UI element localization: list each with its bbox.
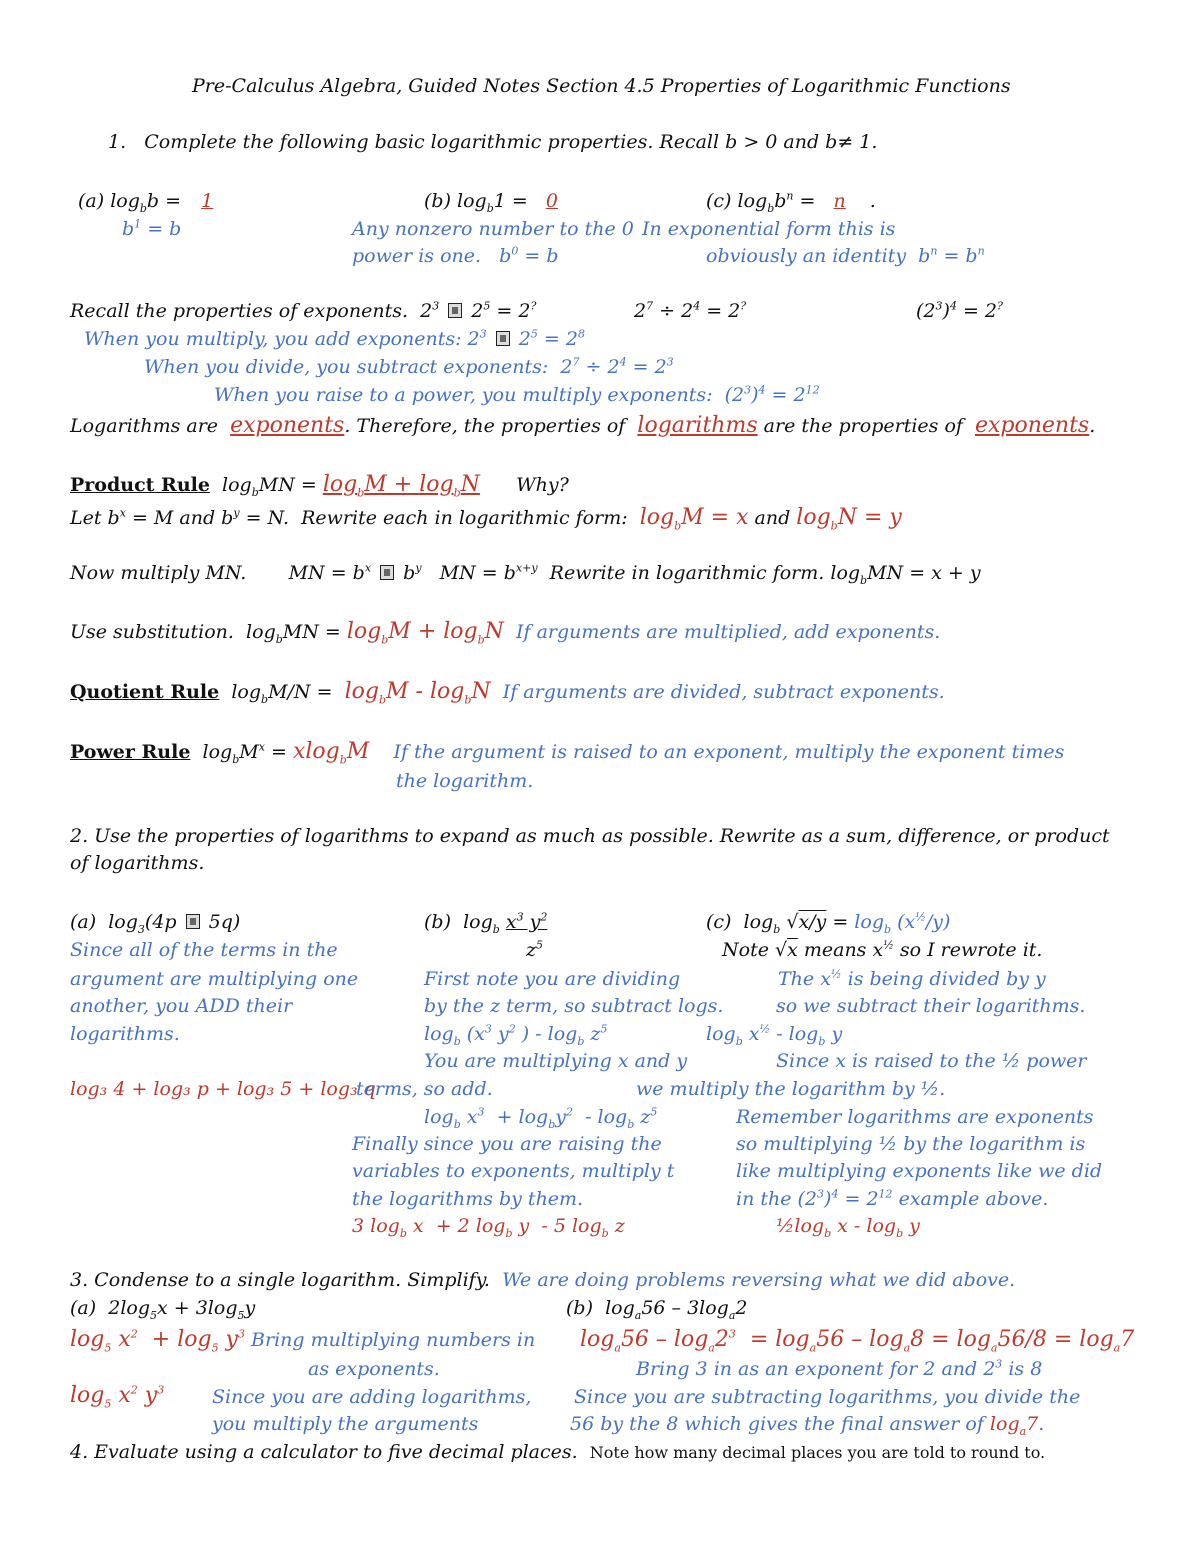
multiply-glyph-icon bbox=[186, 914, 200, 929]
q1c: (c) $\log_bb^n = n$ . bbox=[706, 189, 876, 215]
q2b-note: by the z term, so subtract logs. bbox=[424, 995, 724, 1017]
multiply-glyph-icon bbox=[448, 303, 462, 318]
power-note2: the logarithm. bbox=[396, 770, 534, 792]
q1c-note2: obviously an identity $b^n = b^n$ bbox=[706, 244, 985, 267]
q2a-answer: log₃ 4 + log₃ p + log₃ 5 + log₃ q bbox=[70, 1078, 376, 1100]
q2c-line: The $x^{\frac{1}{2}}$ is being divided by y bbox=[778, 967, 1046, 990]
exp-div-note: When you divide, you subtract exponents: $2^7 \div 2^4 = 2^3$ bbox=[144, 355, 674, 378]
q2b-note: First note you are dividing bbox=[424, 968, 681, 990]
q1b-note2: power is one. $b^0 = b$ bbox=[352, 244, 559, 267]
q3-prompt: 3. Condense to a single logarithm. Simplify. We are doing problems reversing what we did above. bbox=[70, 1269, 1016, 1291]
product-use: Use substitution. $\log_bMN = \log_bM + \log_bN$ If arguments are multiplied, add exponents. bbox=[70, 619, 941, 647]
q1b-note1: Any nonzero number to the 0 bbox=[352, 218, 634, 240]
exp-pow-note: When you raise to a power, you multiply exponents: $(2^3)^4 = 2^{12}$ bbox=[214, 383, 820, 406]
q3a-note3: Since you are adding logarithms, bbox=[212, 1386, 532, 1408]
q1a-note: $b^1 = b$ bbox=[122, 217, 182, 240]
q2c-line: like multiplying exponents like we did bbox=[736, 1160, 1103, 1182]
q3b-note2: Since you are subtracting logarithms, you divide the bbox=[574, 1386, 1081, 1408]
q4-prompt: 4. Evaluate using a calculator to five decimal places. Note how many decimal places you are told to round to. bbox=[70, 1441, 1046, 1463]
q2b-step1: $\log_b (x^3$ $y^2$ ) - $\log_b z^5$ bbox=[424, 1022, 608, 1048]
q3b: (b) $\log_a56 - 3\log_a2$ bbox=[566, 1297, 748, 1322]
q2c-line: Since x is raised to the ½ power bbox=[776, 1050, 1087, 1072]
q2c-line: Remember logarithms are exponents bbox=[736, 1106, 1094, 1128]
q2c: (c) $\log_b √x/y = \log_b (x^{\frac{1}{2}}/y)$ bbox=[706, 910, 951, 936]
q2a-note: argument are multiplying one bbox=[70, 968, 359, 990]
q2c-line: we multiply the logarithm by ½. bbox=[636, 1078, 946, 1100]
q2b: (b) $\log_b x^3$ $y^2$ bbox=[424, 910, 548, 936]
product-rule: Product Rule $\log_bMN = \log_bM + \log_bN$ Why? bbox=[70, 472, 569, 500]
q2a-note: another, you ADD their bbox=[70, 995, 293, 1017]
q3b-note3: 56 by the 8 which gives the final answer of $\log_a7$. bbox=[570, 1413, 1045, 1438]
q3a-note2: as exponents. bbox=[308, 1358, 440, 1380]
exp-div-q: $2^7 \div 2^4 = 2^?$ bbox=[634, 299, 747, 322]
q2b-denominator: $z^5$ bbox=[526, 938, 544, 961]
q1-prompt: 1. Complete the following basic logarithmic properties. Recall b > 0 and b≠ 1. bbox=[108, 131, 878, 153]
q2c-line: in the $(2^3)^4 = 2^{12}$ example above. bbox=[736, 1187, 1049, 1210]
q1a: (a) $\log_bb = 1$ bbox=[78, 190, 214, 215]
q2b-note: variables to exponents, multiply t bbox=[352, 1160, 675, 1182]
exp-recall: Recall the properties of exponents. $2^3$ $2^5 = 2^?$ bbox=[70, 299, 537, 322]
power-rule: Power Rule $\log_bM^x = xlog_bM$ If the argument is raised to an exponent, multiply the exponent times bbox=[70, 739, 1065, 767]
q2c-step: $\log_b x^{\frac{1}{2}} - \log_b y$ bbox=[706, 1022, 843, 1048]
q2c-note: Note √x means $x^{\frac{1}{2}}$ so I rewrote it. bbox=[722, 938, 1043, 961]
quotient-rule: Quotient Rule $\log_bM/N = \log_bM - \log_bN$ If arguments are divided, subtract exponents. bbox=[70, 679, 945, 707]
logs-are-line: Logarithms are exponents. Therefore, the properties of logarithms are the properties of exponents. bbox=[70, 413, 1096, 438]
q3a: (a) $2\log_5x + 3\log_5y$ bbox=[70, 1297, 256, 1322]
q3b-step: $\log_a56 - \log_a2^3 = \log_a56 - \log_a8 = \log_a56/8 = \log_a7$ bbox=[580, 1327, 1135, 1355]
q2c-line: so multiplying ½ by the logarithm is bbox=[736, 1133, 1086, 1155]
multiply-glyph-icon bbox=[380, 565, 394, 580]
q2b-note: terms, so add. bbox=[356, 1078, 493, 1100]
q2b-step2: $\log_b x^3 + \log_by^2 - \log_b z^5$ bbox=[424, 1105, 658, 1131]
exp-pow-q: $(2^3)^4 = 2^?$ bbox=[916, 299, 1003, 322]
q3a-step: $\log_5 x^2 + \log_5 y^3$ Bring multiplying numbers in bbox=[70, 1327, 536, 1355]
q2c-line: so we subtract their logarithms. bbox=[776, 995, 1086, 1017]
q2c-answer: $\frac{1}{2}\log_b$ x - $\log_b y$ bbox=[776, 1215, 920, 1240]
q2-prompt1: 2. Use the properties of logarithms to expand as much as possible. Rewrite as a sum, difference, or product bbox=[70, 825, 1110, 847]
q2-prompt2: of logarithms. bbox=[70, 852, 205, 874]
product-let: Let $b^x = M$ and $b^y = N$. Rewrite each in logarithmic form: $\log_bM = x$ and $\log_bN = y$ bbox=[70, 505, 902, 533]
q1b: (b) $\log_b1 = 0$ bbox=[424, 190, 558, 215]
product-now: Now multiply MN. MN = $b^x$ $b^y$ MN = $b^{x+y}$ Rewrite in logarithmic form. $\log_bMN = x + y$ bbox=[70, 561, 981, 587]
q2b-answer: 3 $\log_b x + 2$ $\log_b y - 5$ $\log_b z$ bbox=[352, 1215, 625, 1240]
q3a-answer: $\log_5 x^2$ $y^3$ bbox=[70, 1383, 165, 1411]
multiply-glyph-icon bbox=[496, 331, 510, 346]
q3b-note1: Bring 3 in as an exponent for 2 and $2^3$ is 8 bbox=[636, 1357, 1043, 1380]
exp-mult-note: When you multiply, you add exponents: $2^3$ $2^5 = 2^8$ bbox=[84, 327, 585, 350]
page-title: Pre-Calculus Algebra, Guided Notes Section 4.5 Properties of Logarithmic Functions bbox=[192, 75, 1011, 97]
q1c-note1: In exponential form this is bbox=[642, 218, 896, 240]
q2b-note: You are multiplying x and y bbox=[424, 1050, 688, 1072]
q2b-note: the logarithms by them. bbox=[352, 1188, 584, 1210]
q2b-note: Finally since you are raising the bbox=[352, 1133, 662, 1155]
q2a: (a) $\log_3(4p$ 5q) bbox=[70, 911, 241, 936]
q2a-note: Since all of the terms in the bbox=[70, 939, 338, 961]
q2a-note: logarithms. bbox=[70, 1023, 180, 1045]
q3a-note4: you multiply the arguments bbox=[212, 1413, 479, 1435]
